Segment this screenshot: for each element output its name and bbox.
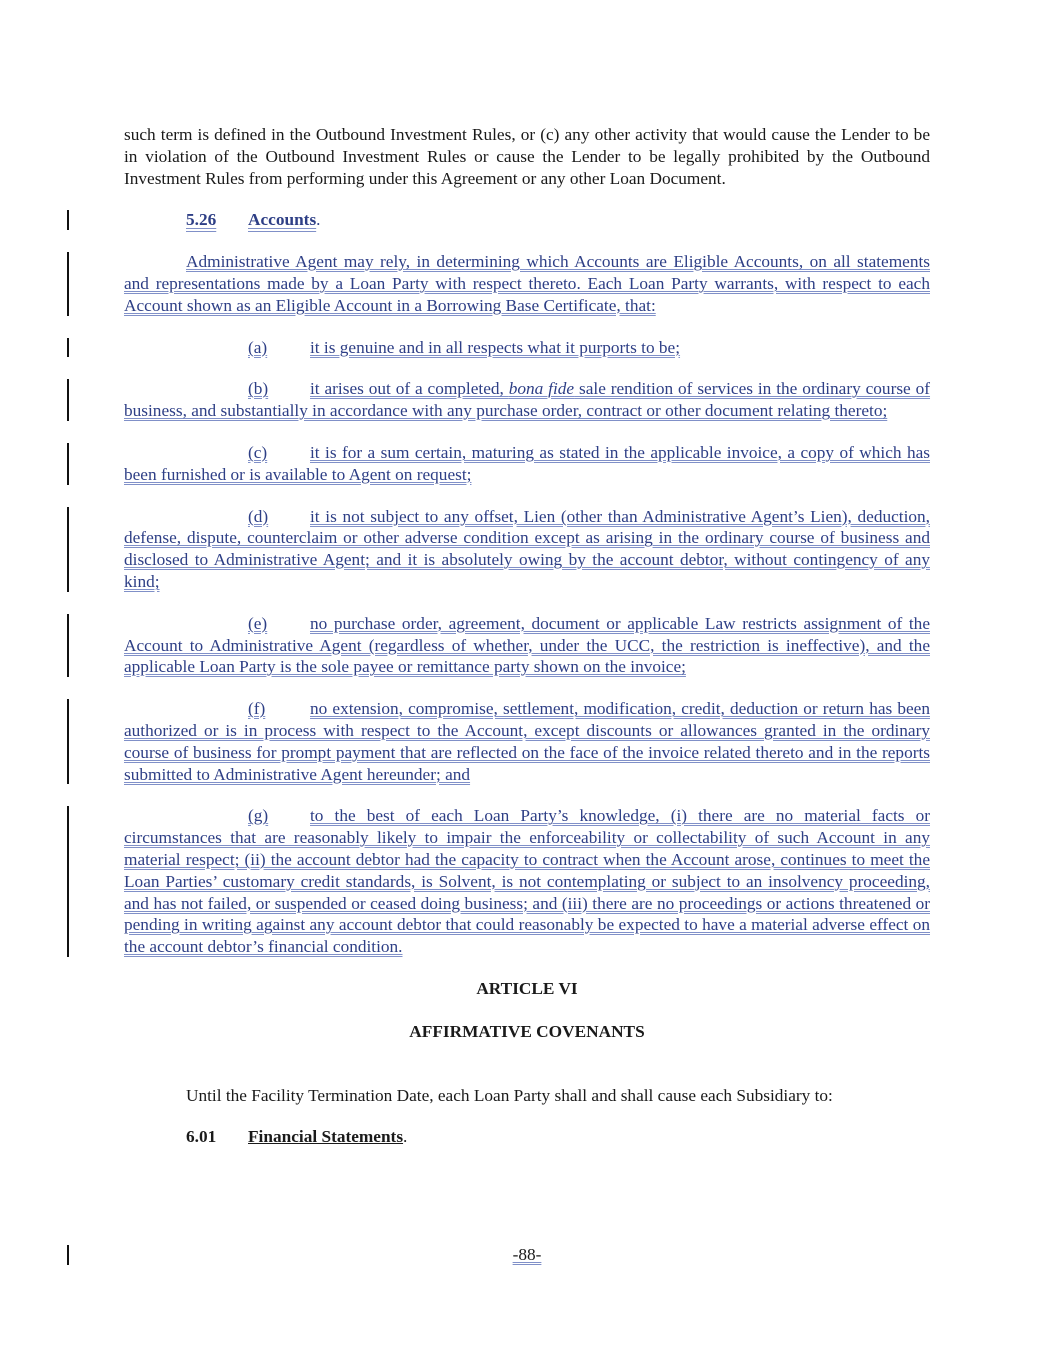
item-label: (b) [248,379,269,399]
item-text-italic: bona fide [508,379,575,399]
item-label: (a) [248,337,268,357]
item-c [124,442,930,486]
section-title: Financial Statements [248,1127,404,1147]
item-g [124,805,930,958]
item-text: to the best of each Loan Party’s knowledge, (i) there are no material facts or circumstances that are reasonably likely to impair the enforceability or collectability of such Account in any material respect; (ii) the account debtor had the capacity to contract when the Account arose, continues to meet the Loan Parties’ customary credit standards, is Solvent, is not contemplating or subject to an insolvency proceeding, and has not failed, or suspended or ceased doing business; and (iii) there are no proceedings or actions threatened or pending in writing against any account debtor that could reasonably be expected to have a material adverse effect on the account debtor’s financial condition. [124,806,930,957]
intro-text: such term is defined in the Outbound Investment Rules, or (c) any other activity that would cause the Lender to be in violation of the Outbound Investment Rules or cause the Lender to be legally prohibited by the Outbound Investment Rules from performing under this Agreement or any other Loan Document. [124,125,930,188]
item-d [124,506,930,593]
item-text: no extension, compromise, settlement, modification, credit, deduction or return has been authorized or is in process with respect to the Account, except discounts or allowances granted in the ordinary course of business for prompt payment that are reflected on the face of the invoice related thereto and in the reports submitted to Administrative Agent hereunder; and [124,699,930,784]
article-number: ARTICLE VI [476,978,578,998]
item-text: it is not subject to any offset, Lien (other than Administrative Agent’s Lien), deduction, defense, dispute, counterclaim or other adverse condition except as arising in the ordinary course of business and disclosed to Administrative Agent; and it is absolutely owing by the account debtor, without contingency of any kind; [124,506,930,591]
item-b [124,378,930,422]
section-title-punct: . [316,210,321,230]
item-e [124,613,930,678]
item-text: no purchase order, agreement, document or applicable Law restricts assignment of the Account to Administrative Agent (regardless of whether, under the UCC, the restriction is ineffective), and the applicable Loan Party is the sole payee or remittance party shown on the invoice; [124,613,930,677]
page-number [124,1244,930,1266]
article-lead-text: Until the Facility Termination Date, each Loan Party shall and shall cause each Subsidiary to: [186,1085,833,1105]
section-5-26-heading [124,209,930,231]
item-text: sale rendition of services in the ordinary course of business, and substantially in accordance with any purchase order, contract or other document relating thereto; [124,379,931,421]
section-number: 6.01 [186,1127,217,1147]
item-label: (c) [248,442,268,462]
section-number: 5.26 [186,210,217,230]
lead-text: Administrative Agent may rely, in determining which Accounts are Eligible Accounts, on all statements and representations made by a Loan Party with respect thereto. Each Loan Party warrants, with respect to each Account shown as an Eligible Account in a Borrowing Base Certificate, that: [124,252,930,315]
item-text: it is genuine and in all respects what it purports to be; [310,337,681,357]
section-6-01-heading [124,1126,930,1148]
article-title: AFFIRMATIVE COVENANTS [409,1021,645,1041]
item-a [124,337,930,359]
item-label: (d) [248,506,269,526]
item-text: it is for a sum certain, maturing as stated in the applicable invoice, a copy of which has been furnished or is available to Agent on request; [124,442,930,484]
item-label: (f) [248,699,266,719]
intro-paragraph [124,124,930,189]
page-number-text: -88- [512,1245,542,1265]
item-label: (e) [248,613,268,633]
section-title-punct: . [403,1127,408,1147]
section-5-26-lead [124,251,930,316]
item-label: (g) [248,806,269,826]
article-lead [124,1085,930,1107]
section-title: Accounts [248,210,317,230]
item-f [124,698,930,785]
item-text: it arises out of a completed, [310,379,509,399]
